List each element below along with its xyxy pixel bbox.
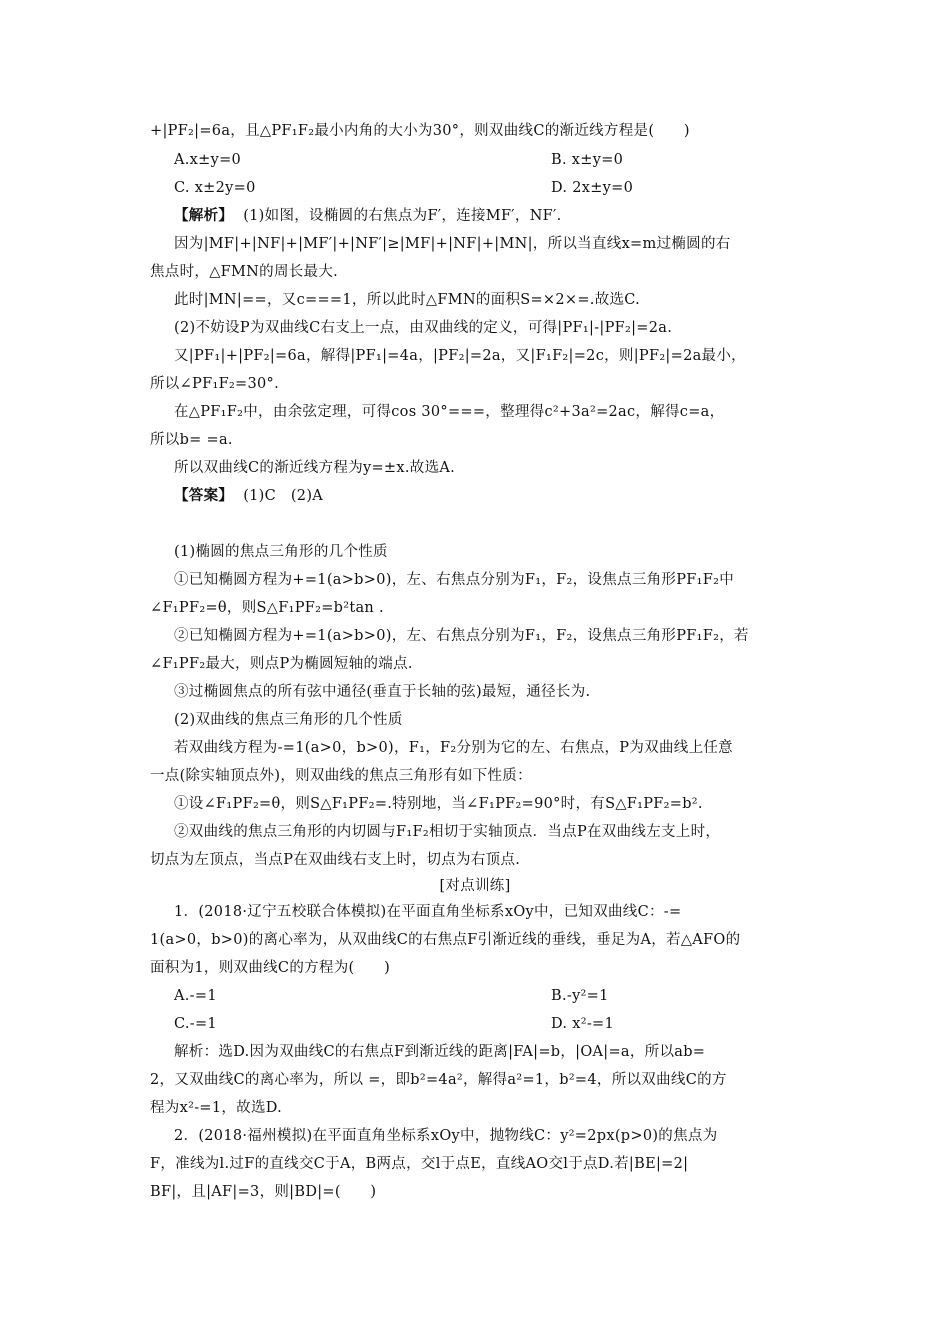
- solution-line: (2)不妨设P为双曲线C右支上一点，由双曲线的定义，可得|PF₁|-|PF₂|=2a.: [174, 320, 673, 336]
- answer-line: [174, 486, 323, 506]
- option-d: D. 2x±y=0: [551, 180, 634, 196]
- answer-heading: 【答案】: [174, 487, 234, 504]
- property-line: ②已知椭圆方程为+=1(a>b>0)，左、右焦点分别为F₁，F₂，设焦点三角形PF₁F₂，若: [174, 628, 749, 644]
- option-a: A.x±y=0: [174, 152, 242, 168]
- q1-explain: 2，又双曲线C的离心率为，所以 =，即b²=4a²，解得a²=1，b²=4，所以双曲线C的方: [150, 1072, 727, 1088]
- q1-option-c: C.-=1: [174, 1016, 217, 1032]
- solution-line: 所以∠PF₁F₂=30°.: [150, 376, 280, 392]
- property-line: (2)双曲线的焦点三角形的几个性质: [174, 712, 403, 728]
- question-tail: +|PF₂|=6a，且△PF₁F₂最小内角的大小为30°，则双曲线C的渐近线方程是( ): [150, 123, 690, 139]
- solution-line: 在△PF₁F₂中，由余弦定理，可得cos 30°===，整理得c²+3a²=2ac，解得c=a，: [174, 404, 725, 420]
- option-c: C. x±2y=0: [174, 180, 256, 196]
- solution-line: 此时|MN|==，又c===1，所以此时△FMN的面积S=×2×=.故选C.: [174, 292, 641, 308]
- q1-option-b: B.-y²=1: [551, 988, 609, 1004]
- solution-heading: 【解析】: [174, 207, 234, 224]
- property-line: ③过椭圆焦点的所有弦中通径(垂直于长轴的弦)最短，通径长为.: [174, 684, 591, 700]
- q1-option-a: A.-=1: [174, 988, 217, 1004]
- property-line: ∠F₁PF₂最大，则点P为椭圆短轴的端点.: [150, 656, 413, 672]
- solution-line: 所以双曲线C的渐近线方程为y=±x.故选A.: [174, 460, 456, 476]
- solution-line: 所以b= =a.: [150, 432, 233, 448]
- q1-line: 1．(2018·辽宁五校联合体模拟)在平面直角坐标系xOy中，已知双曲线C：-=: [174, 904, 682, 920]
- q1-explain: 程为x²-=1，故选D.: [150, 1100, 283, 1116]
- q1-explain: 解析：选D.因为双曲线C的右焦点F到渐近线的距离|FA|=b，|OA|=a，所以ab=: [174, 1044, 706, 1060]
- q1-line: 1(a>0，b>0)的离心率为，从双曲线C的右焦点F引渐近线的垂线，垂足为A，若△AFO的: [150, 932, 741, 948]
- section-title: [对点训练]: [439, 878, 511, 894]
- option-b: B. x±y=0: [551, 152, 624, 168]
- q2-line: F，准线为l.过F的直线交C于A，B两点，交l于点E，直线AO交l于点D.若|BE|=2|: [150, 1156, 689, 1172]
- q1-line: 面积为1，则双曲线C的方程为( ): [150, 960, 391, 976]
- solution-line: 焦点时，△FMN的周长最大.: [150, 264, 339, 280]
- q2-line: 2．(2018·福州模拟)在平面直角坐标系xOy中，抛物线C：y²=2px(p>0)的焦点为: [174, 1128, 718, 1144]
- property-line: 一点(除实轴顶点外)，则双曲线的焦点三角形有如下性质：: [150, 768, 532, 784]
- property-line: 切点为左顶点，当点P在双曲线右支上时，切点为右顶点.: [150, 852, 521, 868]
- answer-text: (1)C (2)A: [243, 488, 324, 504]
- q2-line: BF|，且|AF|=3，则|BD|=( ): [150, 1184, 377, 1200]
- solution-line: [174, 206, 562, 226]
- solution-text: (1)如图，设椭圆的右焦点为F′，连接MF′，NF′.: [243, 208, 562, 224]
- property-line: ∠F₁PF₂=θ，则S△F₁PF₂=b²tan .: [150, 600, 384, 616]
- q1-option-d: D. x²-=1: [551, 1016, 614, 1032]
- property-line: (1)椭圆的焦点三角形的几个性质: [174, 544, 388, 560]
- solution-line: 因为|MF|+|NF|+|MF′|+|NF′|≥|MF|+|NF|+|MN|，所以当直线x=m过椭圆的右: [174, 236, 731, 252]
- property-line: 若双曲线方程为-=1(a>0，b>0)，F₁，F₂分别为它的左、右焦点，P为双曲线上任意: [174, 740, 733, 756]
- property-line: ①已知椭圆方程为+=1(a>b>0)，左、右焦点分别为F₁，F₂，设焦点三角形PF₁F₂中: [174, 572, 735, 588]
- solution-line: 又|PF₁|+|PF₂|=6a，解得|PF₁|=4a，|PF₂|=2a，又|F₁F₂|=2c，则|PF₂|=2a最小，: [174, 348, 746, 364]
- property-line: ①设∠F₁PF₂=θ，则S△F₁PF₂=.特别地，当∠F₁PF₂=90°时，有S△F₁PF₂=b².: [174, 796, 703, 812]
- property-line: ②双曲线的焦点三角形的内切圆与F₁F₂相切于实轴顶点．当点P在双曲线左支上时，: [174, 824, 721, 840]
